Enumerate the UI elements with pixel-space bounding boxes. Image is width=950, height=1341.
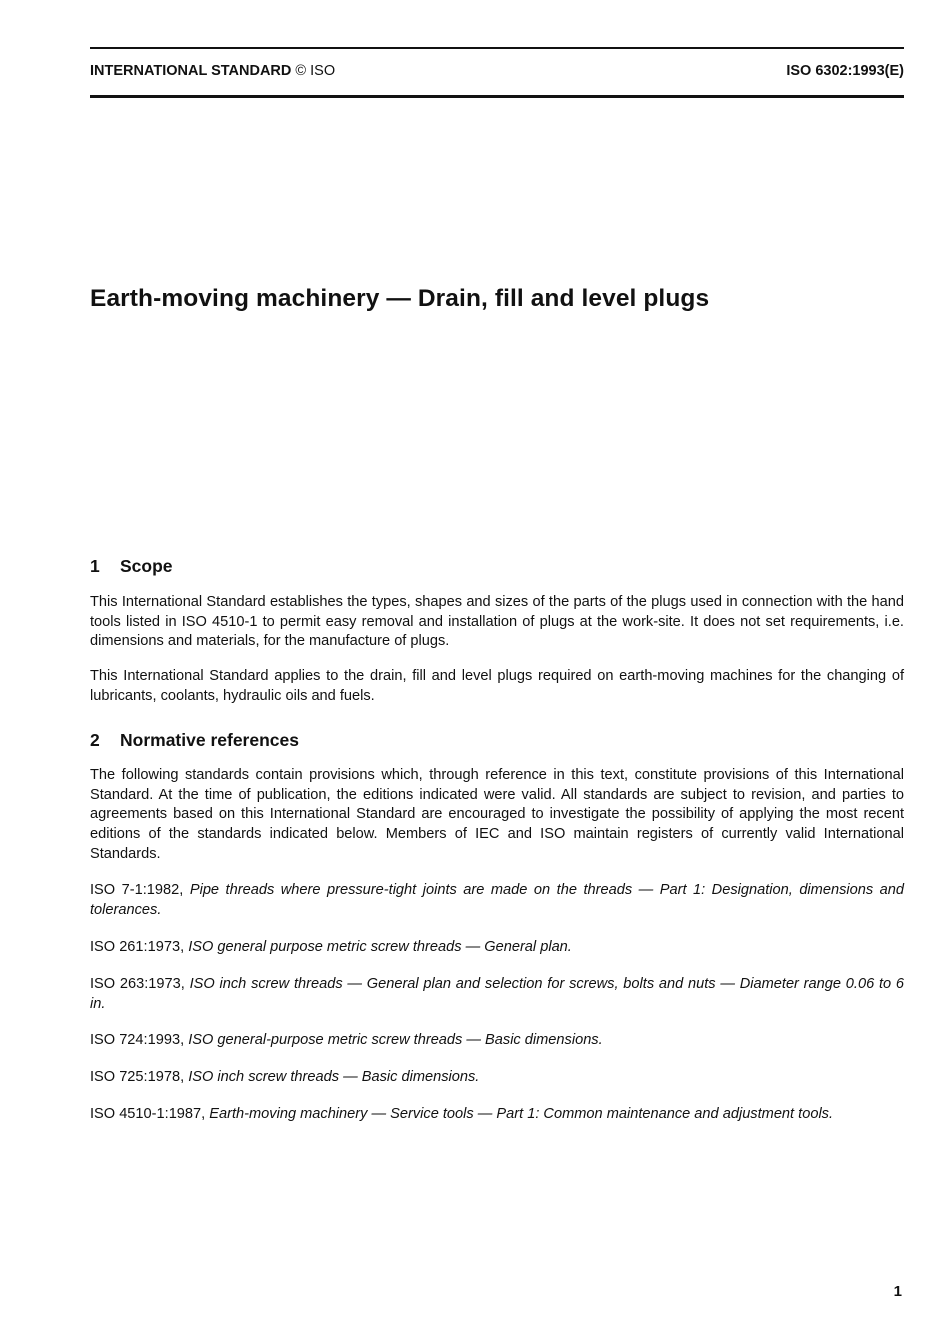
section-title: Scope [120, 556, 173, 576]
reference-code: ISO 724:1993, [90, 1032, 185, 1048]
reference-title: ISO general-purpose metric screw threads — Basic dimensions. [188, 1032, 603, 1048]
reference-code: ISO 263:1973, [90, 976, 185, 992]
reference-code: ISO 261:1973, [90, 939, 185, 955]
header-copyright: © ISO [295, 63, 336, 79]
section-number: 1 [90, 556, 100, 576]
section-title: Normative references [120, 730, 299, 750]
page-number: 1 [893, 1283, 902, 1300]
reference-code: ISO 725:1978, [90, 1069, 185, 1085]
document-title: Earth-moving machinery — Drain, fill and level plugs [90, 285, 710, 312]
references-intro-paragraph: The following standards contain provisions which, through reference in this text, constitute provisions of this International Standard. At the time of publication, the editions indicated were valid. All standards are subject to revision, and parties to agreements based on this International Standard are encouraged to investigate the possibility of applying the most recent editions of the standards indicated below. Members of IEC and ISO maintain registers of currently valid International Standards. [90, 767, 904, 862]
running-header [90, 63, 904, 83]
reference-code: ISO 4510-1:1987, [90, 1106, 206, 1122]
reference-item [90, 1031, 904, 1051]
reference-code: ISO 7-1:1982, [90, 882, 184, 898]
section-heading-scope [90, 556, 904, 577]
scope-paragraph-2: This International Standard applies to the drain, fill and level plugs required on earth-moving machines for the changing of lubricants, coolants, hydraulic oils and fuels. [90, 668, 904, 704]
reference-title: ISO inch screw threads — General plan and selection for screws, bolts and nuts — Diameter range 0.06 to 6 in. [90, 976, 905, 1012]
header-bottom-rule [90, 95, 904, 98]
reference-title: Pipe threads where pressure-tight joints are made on the threads — Part 1: Designation, dimensions and tolerances. [90, 882, 904, 918]
scope-paragraph-1: This International Standard establishes the types, shapes and sizes of the parts of the plugs used in connection with the hand tools listed in ISO 4510-1 to permit easy removal and installation of plugs at the work-site. It does not set requirements, i.e. dimensions and materials, for the manufacture of plugs. [90, 594, 904, 650]
header-top-rule [90, 47, 904, 49]
reference-item [90, 1068, 904, 1088]
reference-item [90, 938, 904, 958]
reference-item [90, 975, 904, 1014]
reference-item [90, 881, 904, 920]
header-document-number: ISO 6302:1993(E) [786, 63, 904, 79]
section-number: 2 [90, 730, 100, 750]
reference-item [90, 1105, 904, 1125]
reference-title: ISO inch screw threads — Basic dimensions. [188, 1069, 480, 1085]
section-heading-normative-references [90, 730, 904, 751]
reference-title: Earth-moving machinery — Service tools — Part 1: Common maintenance and adjustment tools. [209, 1106, 834, 1122]
reference-title: ISO general purpose metric screw threads — General plan. [188, 939, 572, 955]
header-standard-bold: INTERNATIONAL STANDARD [90, 63, 292, 79]
header-standard-label [90, 63, 335, 79]
